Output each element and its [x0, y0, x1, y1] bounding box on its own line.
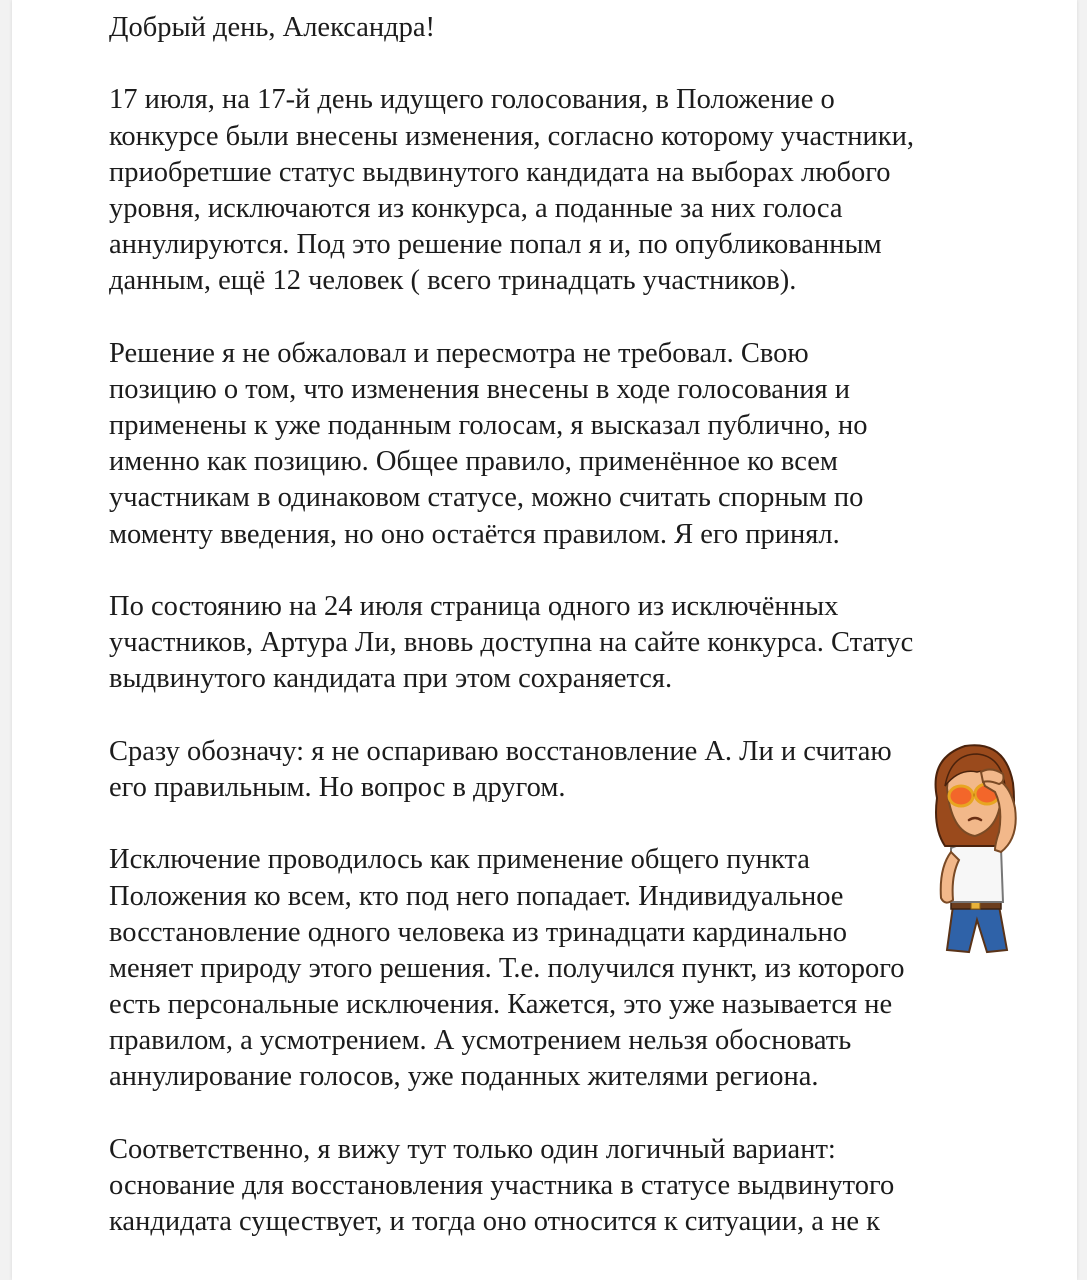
paragraph-gap — [109, 1096, 1009, 1132]
letter-body — [109, 10, 1009, 1240]
text-line: 17 июля, на 17-й день идущего голосования, в Положение о — [109, 84, 835, 116]
text-line: основание для восстановления участника в статусе выдвинутого — [109, 1170, 895, 1201]
text-line: аннулируются. Под это решение попал я и, по опубликованным — [109, 229, 882, 261]
text-line: восстановление одного человека из тринадцати кардинально — [109, 916, 847, 948]
text-line: Сразу обозначу: я не оспариваю восстановление А. Ли и считаю — [109, 735, 892, 767]
text-line: Решение я не обжаловал и пересмотра не требовал. Свою — [109, 337, 809, 369]
text-line: участников, Артура Ли, вновь доступна на сайте конкурса. Статус — [109, 627, 914, 659]
paragraph-3 — [109, 589, 1009, 698]
paragraph-gap — [109, 806, 1009, 842]
paragraph-2 — [109, 336, 1009, 553]
text-line: кандидата существует, и тогда оно относится к ситуации, а не к — [109, 1206, 880, 1238]
greeting-line: Добрый день, Александра! — [109, 12, 435, 43]
text-line: участникам в одинаковом статусе, можно считать спорным по — [109, 482, 864, 514]
text-line: По состоянию на 24 июля страница одного из исключённых — [109, 591, 839, 622]
text-line: его правильным. Но вопрос в другом. — [109, 771, 566, 803]
paragraph-4 — [109, 734, 1009, 806]
text-line: применены к уже поданным голосам, я высказал публично, но — [109, 410, 868, 442]
paragraph-gap — [109, 698, 1009, 734]
text-line: выдвинутого кандидата при этом сохраняется. — [109, 663, 673, 695]
sticker-hand — [981, 769, 1004, 784]
sticker-shirt — [951, 843, 1003, 902]
paragraph-6 — [109, 1132, 1009, 1241]
paragraph-1 — [109, 82, 1009, 299]
paragraph-gap — [109, 553, 1009, 589]
text-line: данным, ещё 12 человек ( всего тринадцать участников). — [109, 265, 797, 297]
text-line: есть персональные исключения. Кажется, это уже называется не — [109, 989, 893, 1021]
document-page — [12, 0, 1077, 1280]
text-line: уровня, исключаются из конкурса, а поданные за них голоса — [109, 192, 843, 224]
text-line: Положения ко всем, кто под него попадает. Индивидуальное — [109, 880, 844, 912]
paragraph-gap — [109, 46, 1009, 82]
text-line: именно как позицию. Общее правило, применённое ко всем — [109, 446, 838, 478]
text-line: правилом, а усмотрением. А усмотрением нельзя обосновать — [109, 1025, 852, 1057]
text-line: Соответственно, я вижу тут только один логичный вариант: — [109, 1133, 836, 1165]
text-line: аннулирование голосов, уже поданных жителями региона. — [109, 1061, 819, 1093]
paragraph-gap — [109, 300, 1009, 336]
text-line: приобретшие статус выдвинутого кандидата на выборах любого — [109, 156, 891, 188]
text-line: позицию о том, что изменения внесены в ходе голосования и — [109, 373, 850, 405]
text-line: конкурсе были внесены изменения, согласно которому участники, — [109, 120, 914, 152]
text-line: меняет природу этого решения. Т.е. получился пункт, из которого — [109, 952, 905, 984]
facepalm-man-sunglasses-icon — [915, 728, 1035, 963]
text-line: Исключение проводилось как применение общего пункта — [109, 844, 810, 876]
text-line: моменту введения, но оно остаётся правилом. Я его принял. — [109, 518, 840, 550]
paragraph-5 — [109, 842, 1009, 1095]
